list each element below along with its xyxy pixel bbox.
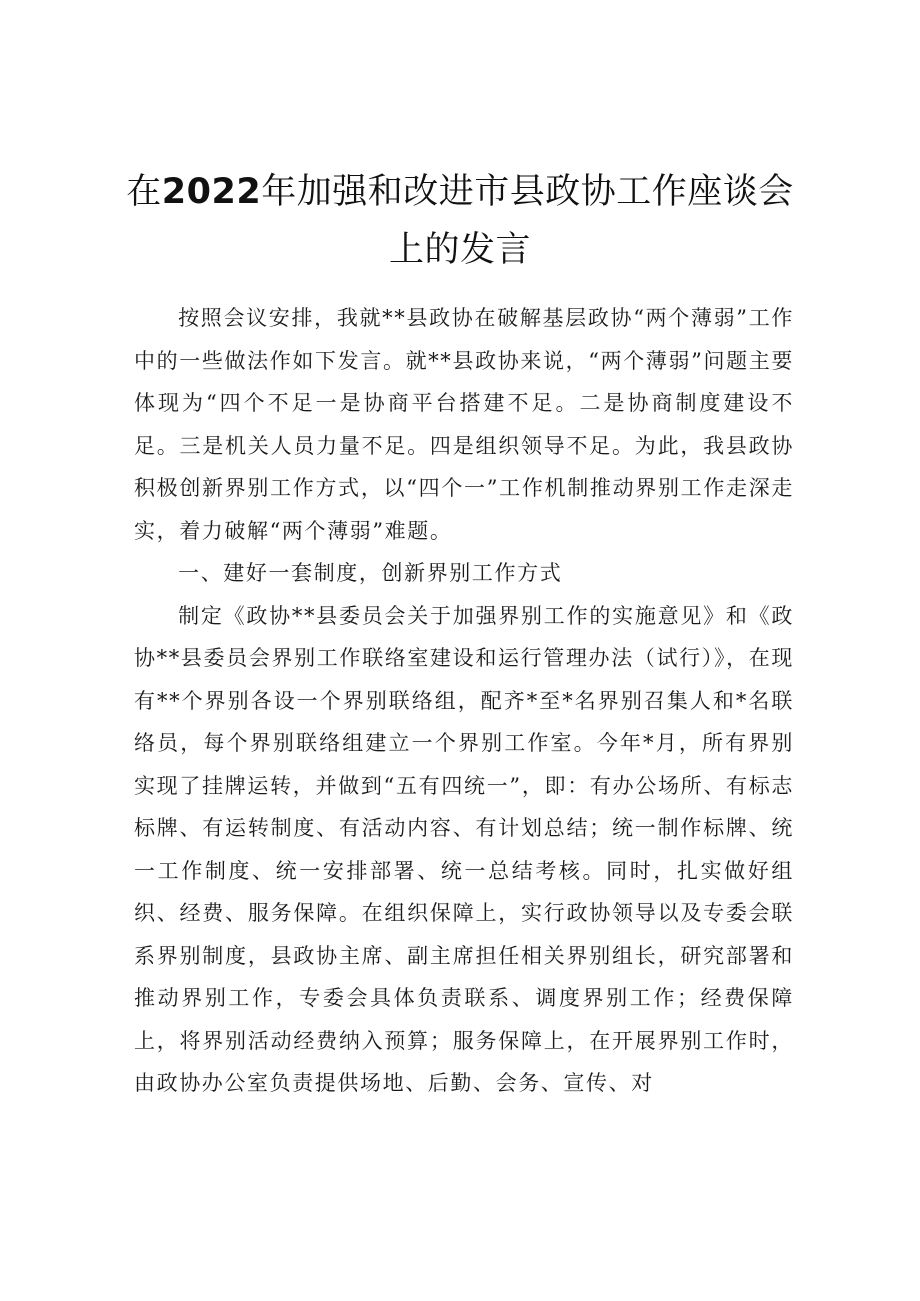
document-title-line1 (0, 172, 920, 212)
document-title-line2: 上的发言 (388, 230, 531, 270)
section-heading-1: 一、建好一套制度，创新界别工作方式 (178, 561, 563, 585)
document-body (134, 297, 794, 1105)
title-year: 2022 (161, 172, 262, 212)
title-prefix: 在 (126, 172, 162, 212)
paragraph-intro: 按照会议安排，我就**县政协在破解基层政协“两个薄弱”工作中的一些做法作如下发言。就**县政协来说，“两个薄弱”问题主要体现为“四个不足一是协商平台搭建不足。二是协商制度建设不足。三是机关人员力量不足。四是组织领导不足。为此，我县政协积极创新界别工作方式，以“四个一”工作机制推动界别工作走深走实，着力破解“两个薄弱”难题。 (134, 306, 794, 543)
paragraph-section-1: 制定《政协**县委员会关于加强界别工作的实施意见》和《政协**县委员会界别工作联络室建设和运行管理办法（试行）》，在现有**个界别各设一个界别联络组，配齐*至*名界别召集人和*名联络员，每个界别联络组建立一个界别工作室。今年*月，所有界别实现了挂牌运转，并做到“五有四统一”，即：有办公场所、有标志标牌、有运转制度、有活动内容、有计划总结；统一制作标牌、统一工作制度、统一安排部署、统一总结考核。同时，扎实做好组织、经费、服务保障。在组织保障上，实行政协领导以及专委会联系界别制度，县政协主席、副主席担任相关界别组长，研究部署和推动界别工作，专委会具体负责联系、调度界别工作；经费保障上，将界别活动经费纳入预算；服务保障上，在开展界别工作时，由政协办公室负责提供场地、后勤、会务、宣传、对 (134, 603, 794, 1095)
title-suffix: 年加强和改进市县政协工作座谈会 (261, 172, 794, 212)
